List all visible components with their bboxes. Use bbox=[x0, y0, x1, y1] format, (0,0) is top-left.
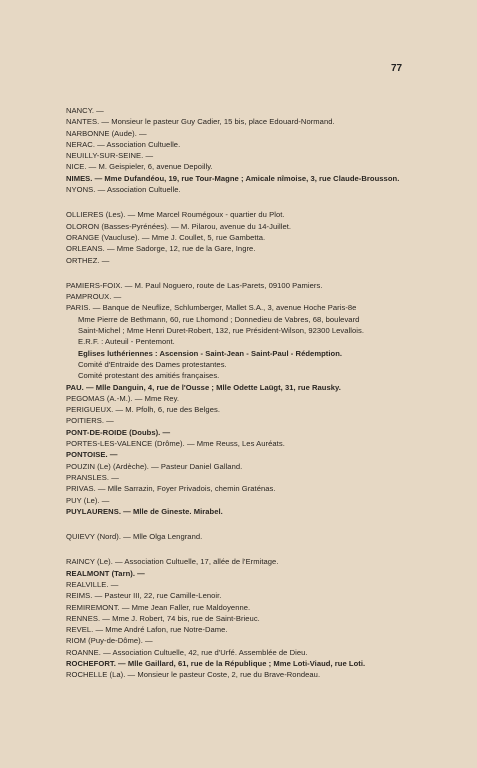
directory-entry: RIOM (Puy-de-Dôme). — bbox=[66, 636, 153, 646]
directory-entry: NARBONNE (Aude). — bbox=[66, 128, 147, 138]
entry-continuation-line: Comité d'Entraide des Dames protestantes. bbox=[78, 359, 227, 369]
directory-entry: PORTES-LES-VALENCE (Drôme). — Mme Reuss, Les Auréats. bbox=[66, 439, 285, 449]
directory-entry: REIMS. — Pasteur III, 22, rue Camille-Lenoir. bbox=[66, 591, 222, 601]
directory-entry: PUY (Le). — bbox=[66, 495, 110, 505]
directory-entry: PRANSLES. — bbox=[66, 472, 119, 482]
directory-entry: NYONS. — Association Cultuelle. bbox=[66, 185, 181, 195]
directory-entry: PONTOISE. — bbox=[66, 450, 118, 460]
directory-entry: ORTHEZ. — bbox=[66, 255, 110, 265]
entry-continuation-line: Mme Pierre de Bethmann, 60, rue Lhomond ; Donnedieu de Vabres, 68, boulevard bbox=[78, 314, 360, 324]
directory-entry: PERIGUEUX. — M. Pfolh, 6, rue des Belges. bbox=[66, 405, 220, 415]
directory-entry: NANTES. — Monsieur le pasteur Guy Cadier, 15 bis, place Edouard-Normand. bbox=[66, 117, 335, 127]
section-gap bbox=[66, 266, 446, 280]
directory-entry: REVEL. — Mme André Lafon, rue Notre-Dame. bbox=[66, 625, 228, 635]
section-gap bbox=[66, 517, 446, 531]
directory-entry: PAMPROUX. — bbox=[66, 292, 122, 302]
directory-entry: PAMIERS-FOIX. — M. Paul Noguero, route de Las-Parets, 09100 Pamiers. bbox=[66, 280, 323, 290]
directory-entry: POUZIN (Le) (Ardèche). — Pasteur Daniel Galland. bbox=[66, 461, 243, 471]
directory-entry: REALMONT (Tarn). — bbox=[66, 568, 145, 578]
directory-entry: RAINCY (Le). — Association Cultuelle, 17, allée de l'Ermitage. bbox=[66, 557, 279, 567]
directory-entry: ROANNE. — Association Cultuelle, 42, rue d'Urfé. Assemblée de Dieu. bbox=[66, 647, 308, 657]
page-number: 77 bbox=[391, 63, 403, 74]
section-gap bbox=[66, 195, 446, 209]
directory-entry: ROCHELLE (La). — Monsieur le pasteur Coste, 2, rue du Brave-Rondeau. bbox=[66, 670, 321, 680]
directory-entry: REALVILLE. — bbox=[66, 579, 119, 589]
directory-entry: OLORON (Basses-Pyrénées). — M. Pilarou, avenue du 14-Juillet. bbox=[66, 221, 292, 231]
directory-entry: ORANGE (Vaucluse). — Mme J. Coullet, 5, rue Gambetta. bbox=[66, 232, 266, 242]
directory-entry: PONT-DE-ROIDE (Doubs). — bbox=[66, 427, 171, 437]
directory-entry: PAU. — Mlle Danguin, 4, rue de l'Ousse ; Mlle Odette Laügt, 31, rue Rausky. bbox=[66, 382, 341, 392]
entry-continuation-line: Eglises luthériennes : Ascension - Saint-Jean - Saint-Paul - Rédemption. bbox=[78, 348, 343, 358]
directory-entry: PRIVAS. — Mlle Sarrazin, Foyer Privadois, chemin Graténas. bbox=[66, 484, 276, 494]
directory-entry: QUIEVY (Nord). — Mlle Olga Lengrand. bbox=[66, 532, 203, 542]
directory-entry: OLLIERES (Les). — Mme Marcel Roumégoux - quartier du Plot. bbox=[66, 210, 285, 220]
directory-entry: PUYLAURENS. — Mlle de Gineste. Mirabel. bbox=[66, 506, 223, 516]
directory-entry: RENNES. — Mme J. Robert, 74 bis, rue de Saint-Brieuc. bbox=[66, 613, 260, 623]
directory-entry: NEUILLY-SUR-SEINE. — bbox=[66, 151, 154, 161]
directory-entry: NICE. — M. Geispieler, 6, avenue Depoilly. bbox=[66, 162, 213, 172]
directory-entry: NERAC. — Association Cultuelle. bbox=[66, 139, 181, 149]
entry-continuation-line: Comité protestant des amitiés françaises. bbox=[78, 371, 220, 381]
directory-entry: NANCY. — bbox=[66, 106, 104, 115]
directory-entry: ORLEANS. — Mme Sadorge, 12, rue de la Gare, Ingre. bbox=[66, 244, 256, 254]
directory-entry: NIMES. — Mme Dufandéou, 19, rue Tour-Magne ; Amicale nîmoise, 3, rue Claude-Brousson. bbox=[66, 173, 400, 183]
directory-entry: PEGOMAS (A.-M.). — Mme Rey. bbox=[66, 393, 180, 403]
directory-entry: POITIERS. — bbox=[66, 416, 114, 426]
section-gap bbox=[66, 542, 446, 556]
directory-entry: REMIREMONT. — Mme Jean Faller, rue Maldoyenne. bbox=[66, 602, 251, 612]
directory-entry: PARIS. — Banque de Neuflize, Schlumberger, Mallet S.A., 3, avenue Hoche Paris-8e bbox=[66, 303, 357, 313]
entry-continuation-line: Saint-Michel ; Mme Henri Duret-Robert, 132, rue Président-Wilson, 92300 Levallois. bbox=[78, 326, 365, 336]
directory-entries bbox=[66, 105, 446, 681]
directory-entry: ROCHEFORT. — Mlle Gaillard, 61, rue de la République ; Mme Loti-Viaud, rue Loti. bbox=[66, 659, 366, 669]
entry-continuation-line: E.R.F. : Auteuil - Pentemont. bbox=[78, 337, 175, 347]
